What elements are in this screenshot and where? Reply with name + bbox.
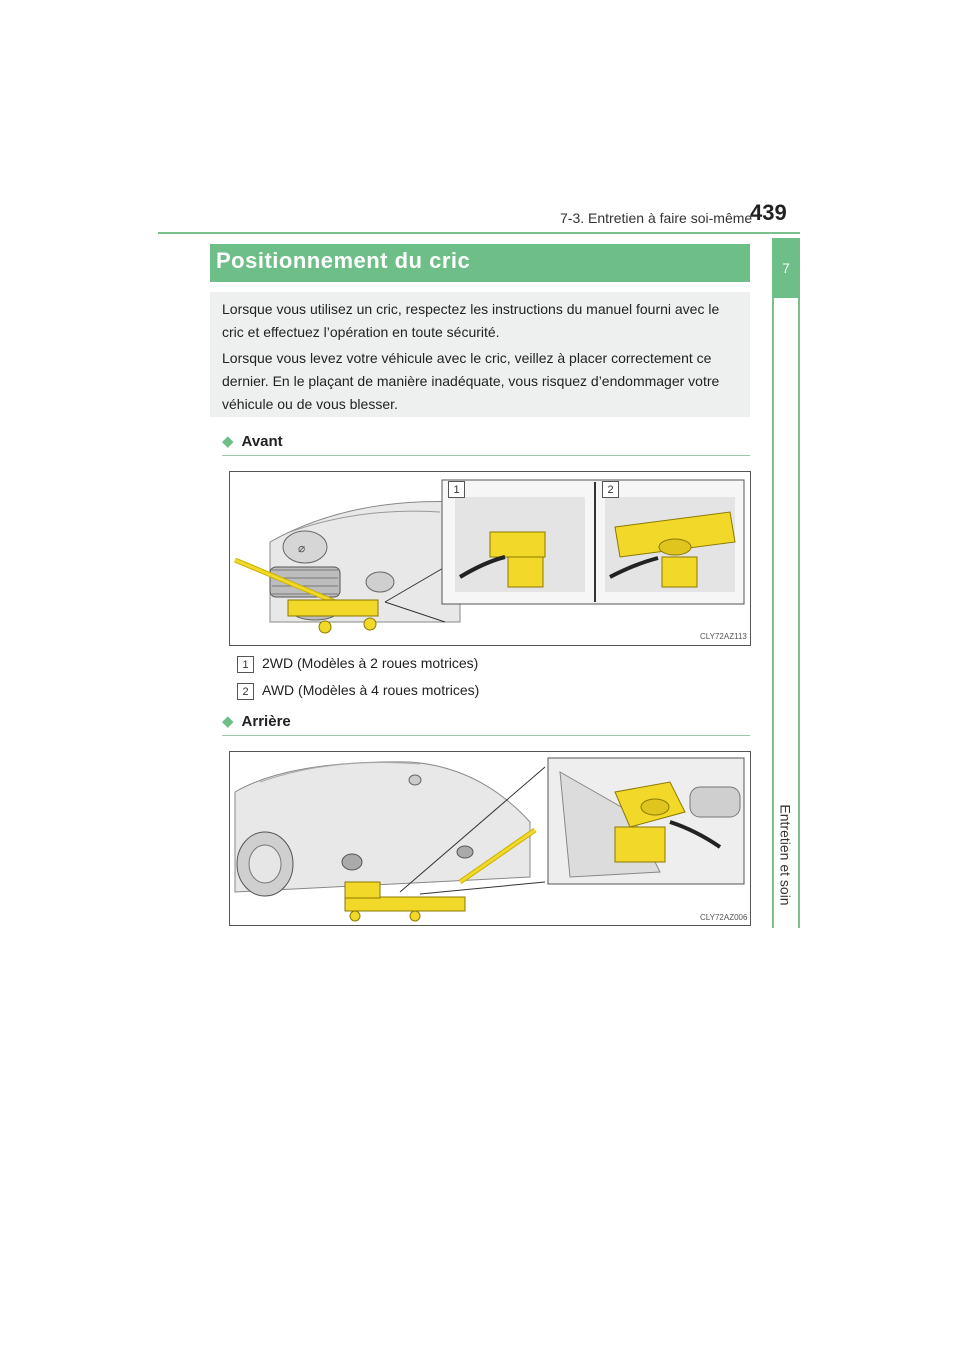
chapter-label	[764, 780, 808, 930]
rear-heading-rule	[222, 735, 750, 736]
svg-text:⌀: ⌀	[298, 541, 306, 555]
header-rule	[158, 232, 800, 234]
front-jack-illustration	[230, 472, 750, 645]
rear-heading-text: Arrière	[241, 713, 291, 730]
front-heading	[222, 432, 283, 450]
running-header: 7-3. Entretien à faire soi-même	[560, 210, 753, 226]
callout-2: 2	[602, 481, 619, 498]
front-figure-code: CLY72AZ113	[700, 632, 747, 641]
front-heading-text: Avant	[241, 433, 283, 450]
rear-heading	[222, 712, 291, 730]
callout-1: 1	[448, 481, 465, 498]
rear-jack-figure	[229, 751, 751, 926]
chapter-number: 7	[782, 260, 790, 276]
list-item-2wd: 2WD (Modèles à 2 roues motrices)	[262, 655, 479, 671]
intro-paragraph-2: Lorsque vous levez votre véhicule avec le cric, veillez à placer correctement ce dernier. En le plaçant de manière inadéquate, vous risquez d’endommager votre véhicule ou de vous blesser.	[222, 350, 720, 412]
rear-jack-illustration	[230, 752, 750, 925]
section-title: Positionnement du cric	[216, 248, 471, 273]
rear-figure-code: CLY72AZ006	[700, 913, 748, 922]
front-heading-rule	[222, 455, 750, 456]
list-item-awd: AWD (Modèles à 4 roues motrices)	[262, 682, 480, 698]
diamond-icon: ◆	[222, 433, 234, 450]
list-number-2: 2	[237, 683, 254, 700]
chapter-tab	[772, 238, 800, 298]
diamond-icon: ◆	[222, 713, 234, 730]
list-number-1: 1	[237, 656, 254, 673]
front-jack-figure	[229, 471, 751, 646]
intro-paragraph-1: Lorsque vous utilisez un cric, respectez les instructions du manuel fourni avec le cric et effectuez l’opération en toute sécurité.	[222, 301, 720, 340]
page-number: 439	[750, 200, 787, 225]
chapter-label-text: Entretien et soin	[778, 804, 795, 906]
